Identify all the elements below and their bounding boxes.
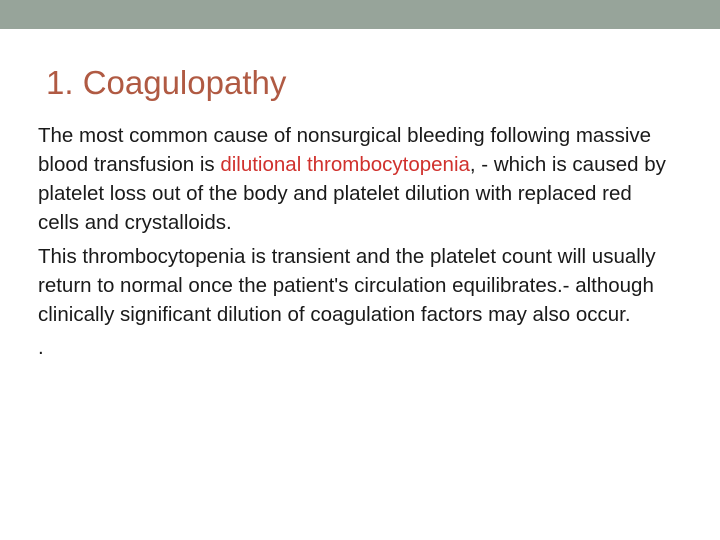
slide-title: 1. Coagulopathy — [46, 64, 287, 101]
paragraph-1-text-start: The most common cause of nonsurgical bleeding following massive blood transfusion is — [38, 124, 652, 176]
slide-body — [38, 121, 678, 362]
body-paragraph-2: This thrombocytopenia is transient and the platelet count will usually return to normal once the patient's circulation equilibrates.- although clinically significant dilution of coagulation factors may also occur. — [38, 245, 656, 326]
highlighted-term: dilutional thrombocytopenia — [220, 153, 470, 176]
slide-header-bar — [0, 0, 720, 29]
body-paragraph-1 — [38, 121, 678, 237]
paragraph-1-text-end: , - which is caused by platelet loss out of the body and platelet dilution with replaced red cells and crystalloids. — [38, 153, 666, 234]
body-paragraph-3: . — [38, 336, 44, 359]
